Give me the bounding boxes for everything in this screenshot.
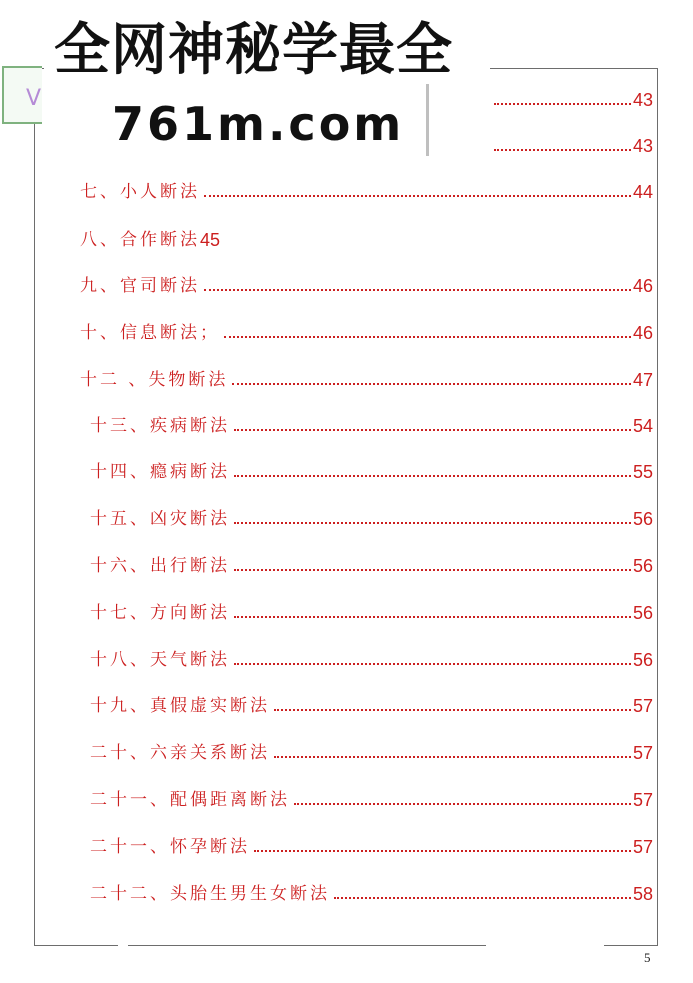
toc-entry-label: 七、小人断法: [80, 182, 200, 202]
side-tab-glyph: V: [26, 86, 42, 111]
toc-leader-dots: [234, 568, 631, 571]
toc-entry-page: 58: [632, 884, 653, 904]
toc-entry-label: 十九、真假虚实断法: [90, 696, 270, 716]
toc-entry[interactable]: [90, 550, 653, 578]
toc-entry[interactable]: [80, 364, 653, 392]
toc-leader-dots: [204, 288, 631, 291]
toc-entry-page: 43: [632, 90, 653, 110]
toc-entry[interactable]: [90, 831, 653, 859]
toc-entry[interactable]: [80, 176, 653, 204]
toc-entry[interactable]: [90, 456, 653, 484]
toc-entry-page: 47: [632, 370, 653, 390]
toc-entry-label: 十三、疾病断法: [90, 416, 230, 436]
toc-entry-label: 十八、天气断法: [90, 650, 230, 670]
toc-entry[interactable]: [490, 84, 653, 112]
toc-entry-page: 44: [632, 182, 653, 202]
toc-leader-dots: [274, 755, 631, 758]
toc-entry[interactable]: [80, 317, 653, 345]
toc-entry-page: 46: [632, 276, 653, 296]
toc-entry-label: 二十、六亲关系断法: [90, 743, 270, 763]
toc-entry[interactable]: [90, 690, 653, 718]
toc-entry[interactable]: [90, 503, 653, 531]
toc-entry-label: 十二 、失物断法: [80, 370, 229, 390]
toc-entry-label: 十七、方向断法: [90, 603, 230, 623]
toc-entry[interactable]: [90, 784, 653, 812]
toc-entry-page: 55: [632, 462, 653, 482]
toc-leader-dots: [234, 428, 631, 431]
toc-entry-page: 54: [632, 416, 653, 436]
toc-entry-page: 57: [632, 837, 653, 857]
toc-entry-page: 57: [632, 790, 653, 810]
watermark-title: 全网神秘学最全: [54, 18, 453, 83]
toc-entry-page: 46: [632, 323, 653, 343]
toc-entry-page: 57: [632, 743, 653, 763]
toc-leader-dots: [494, 148, 631, 151]
toc-entry-label: 十四、瘾病断法: [90, 462, 230, 482]
watermark-url: 761m.com: [112, 97, 405, 151]
toc-leader-dots: [234, 662, 631, 665]
toc-entry[interactable]: [80, 270, 653, 298]
toc-entry-label: 十、信息断法；: [80, 323, 220, 343]
toc-leader-dots: [294, 802, 631, 805]
toc-leader-dots: [234, 615, 631, 618]
toc-leader-dots: [234, 474, 631, 477]
toc-entry-page: 56: [632, 509, 653, 529]
toc-entry-label: 八、合作断法: [80, 230, 200, 250]
toc-entry[interactable]: [90, 597, 653, 625]
toc-entry[interactable]: [80, 224, 653, 252]
toc-entry[interactable]: [490, 130, 653, 158]
toc-entry-page: 43: [632, 136, 653, 156]
toc-entry-page: 56: [632, 650, 653, 670]
toc-entry-label: 十五、凶灾断法: [90, 509, 230, 529]
toc-entry-page: 45: [200, 230, 221, 250]
toc-entry[interactable]: [90, 644, 653, 672]
toc-leader-dots: [234, 521, 631, 524]
toc-leader-dots: [334, 896, 631, 899]
toc-leader-dots: [224, 335, 631, 338]
toc-leader-dots: [254, 849, 631, 852]
toc-entry-label: 二十一、怀孕断法: [90, 837, 250, 857]
watermark-divider: [426, 84, 429, 156]
toc-leader-dots: [204, 194, 631, 197]
frame-gap: [118, 944, 128, 948]
toc-entry[interactable]: [90, 878, 653, 906]
toc-entry-page: 56: [632, 603, 653, 623]
toc-entry-label: 十六、出行断法: [90, 556, 230, 576]
toc-entry-page: 57: [632, 696, 653, 716]
toc-entry[interactable]: [90, 737, 653, 765]
toc-entry-label: 二十一、配偶距离断法: [90, 790, 290, 810]
page-number: 5: [644, 950, 651, 965]
toc-leader-dots: [232, 382, 631, 385]
toc-entry[interactable]: [90, 410, 653, 438]
toc-leader-dots: [274, 708, 631, 711]
frame-gap: [486, 944, 604, 948]
toc-entry-page: 56: [632, 556, 653, 576]
toc-entry-label: 九、官司断法: [80, 276, 200, 296]
toc-entry-label: 二十二、头胎生男生女断法: [90, 884, 330, 904]
toc-leader-dots: [494, 102, 631, 105]
